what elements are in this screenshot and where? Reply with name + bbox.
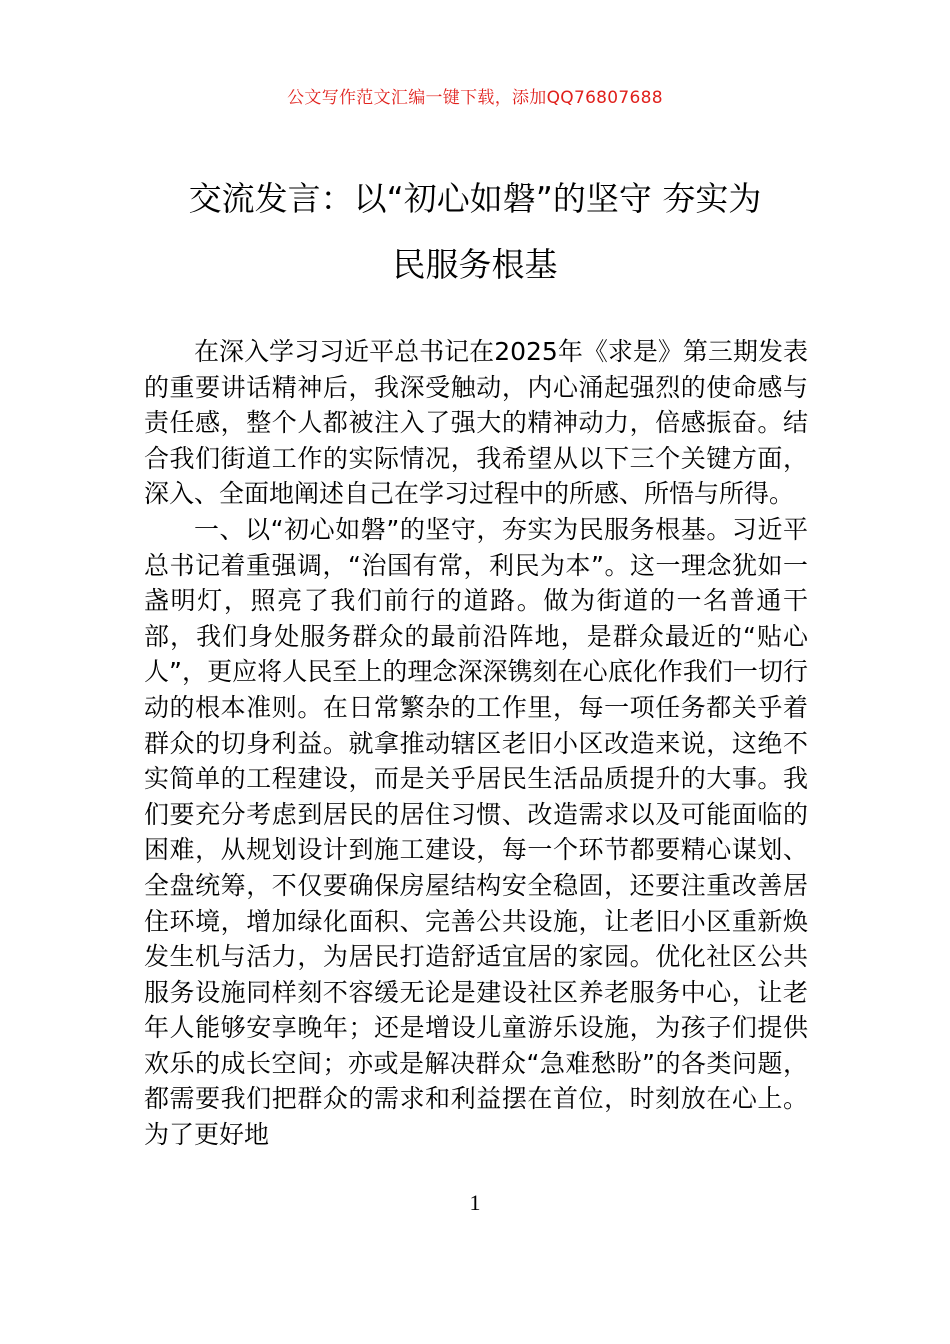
title-line-1: 交流发言：以“初心如磐”的坚守 夯实为 — [188, 179, 762, 218]
page-number: 1 — [469, 1190, 481, 1215]
paragraph-intro: 在深入学习习近平总书记在2025年《求是》第三期发表的重要讲话精神后，我深受触动，内心涌起强烈的使命感与责任感，整个人都被注入了强大的精神动力，倍感振奋。结合我们街道工作的实际情况，我希望从以下三个关键方面，深入、全面地阐述自己在学习过程中的所感、所悟与所得。 — [144, 337, 808, 509]
document-title — [130, 166, 820, 298]
document-body — [144, 334, 808, 1153]
title-line-2: 民服务根基 — [392, 245, 558, 284]
promo-header: 公文写作范文汇编一键下载，添加QQ76807688 — [287, 88, 663, 108]
paragraph-section-1: 一、以“初心如磐”的坚守，夯实为民服务根基。习近平总书记着重强调，“治国有常，利民为本”。这一理念犹如一盏明灯，照亮了我们前行的道路。做为街道的一名普通干部，我们身处服务群众的最前沿阵地，是群众最近的“贴心人”，更应将人民至上的理念深深镌刻在心底化作我们一切行动的根本准则。在日常繁杂的工作里，每一项任务都关乎着群众的切身利益。就拿推动辖区老旧小区改造来说，这绝不实简单的工程建设，而是关乎居民生活品质提升的大事。我们要充分考虑到居民的居住习惯、改造需求以及可能面临的困难，从规划设计到施工建设，每一个环节都要精心谋划、全盘统筹，不仅要确保房屋结构安全稳固，还要注重改善居住环境，增加绿化面积、完善公共设施，让老旧小区重新焕发生机与活力，为居民打造舒适宜居的家园。优化社区公共服务设施同样刻不容缓无论是建设社区养老服务中心，让老年人能够安享晚年；还是增设儿童游乐设施，为孩子们提供欢乐的成长空间；亦或是解决群众“急难愁盼”的各类问题，都需要我们把群众的需求和利益摆在首位，时刻放在心上。为了更好地 — [144, 514, 808, 1150]
